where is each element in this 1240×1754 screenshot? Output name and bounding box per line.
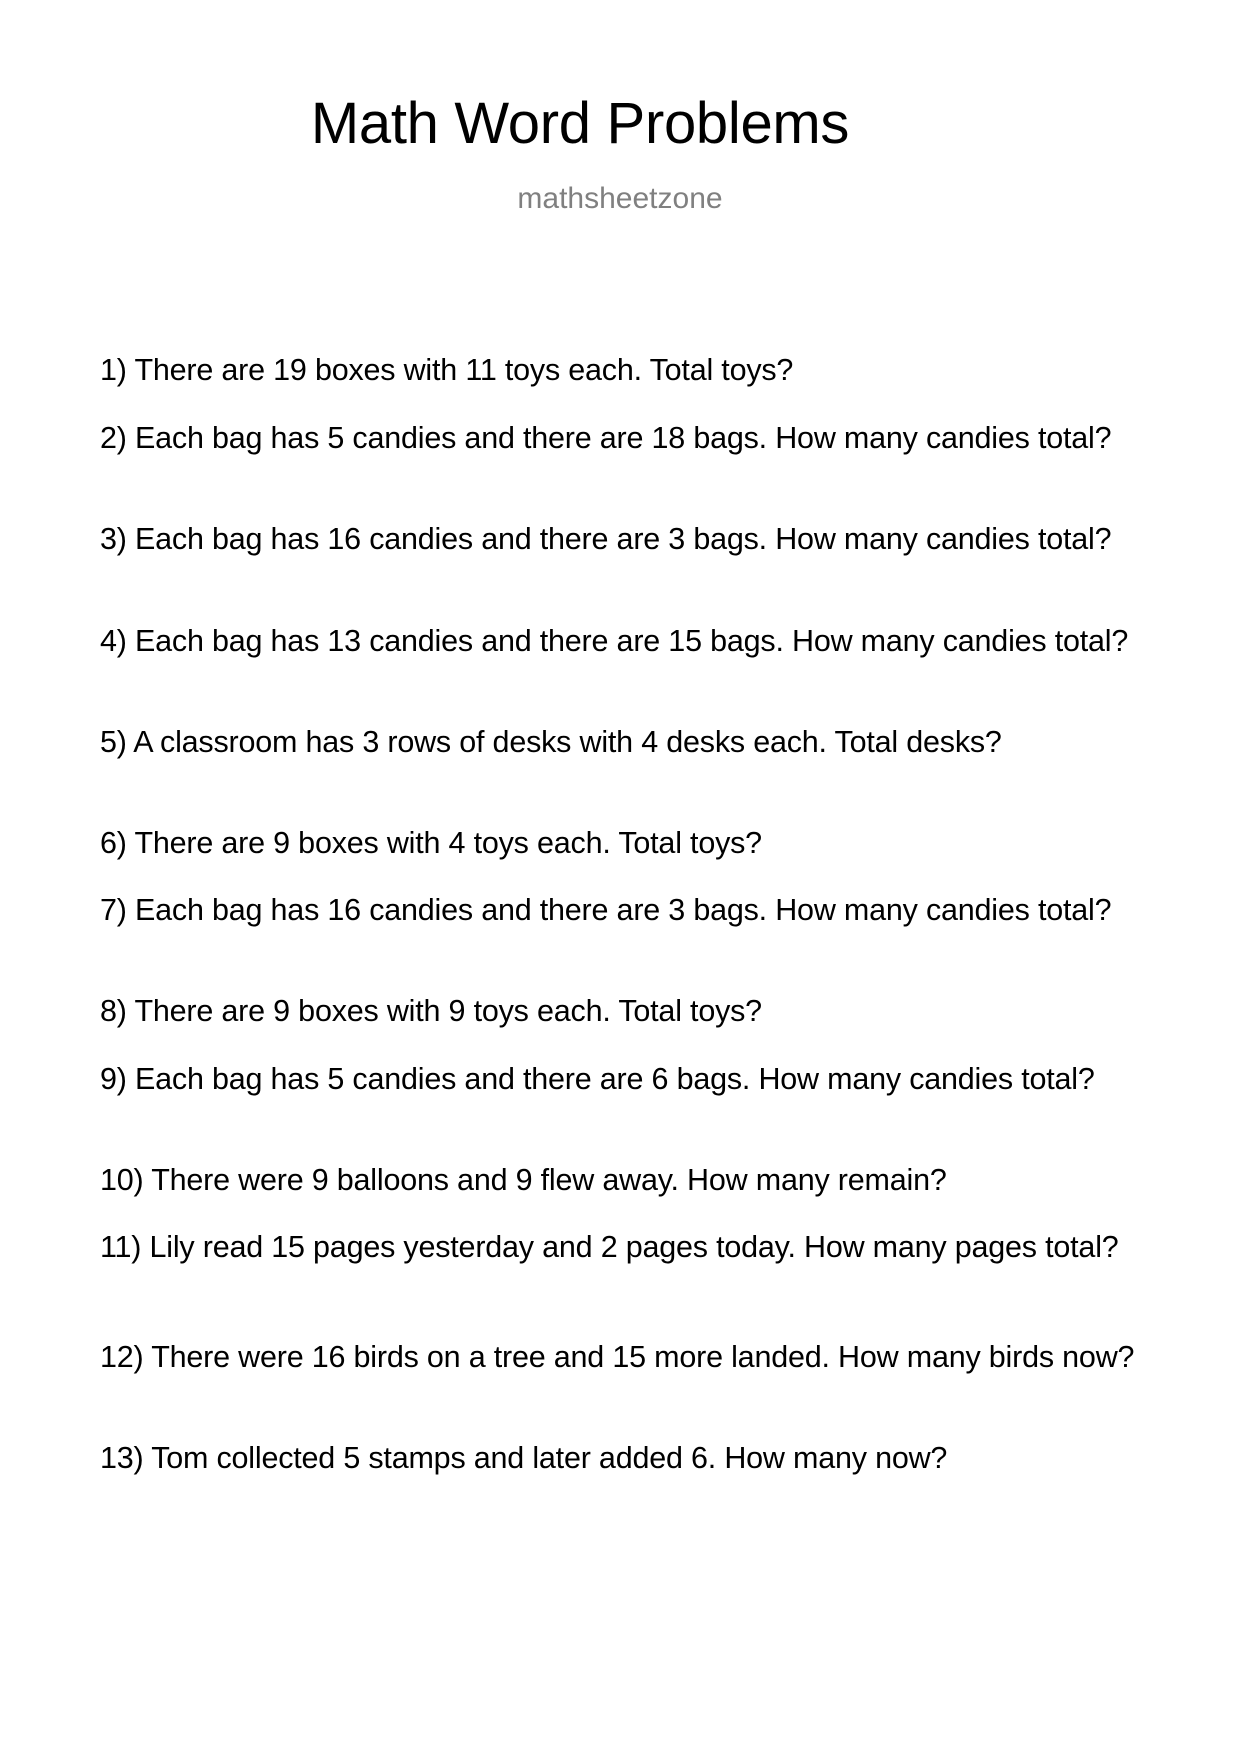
page-subtitle: mathsheetzone [517, 182, 723, 215]
problem-item: 4) Each bag has 13 candies and there are 15 bags. How many candies total? [100, 624, 1129, 658]
problem-item: 13) Tom collected 5 stamps and later added 6. How many now? [100, 1441, 948, 1475]
problem-item: 10) There were 9 balloons and 9 flew away. How many remain? [100, 1163, 947, 1197]
problem-item: 1) There are 19 boxes with 11 toys each. Total toys? [100, 353, 794, 387]
problem-item: 6) There are 9 boxes with 4 toys each. Total toys? [100, 826, 762, 860]
problem-item: 11) Lily read 15 pages yesterday and 2 pages today. How many pages total? [100, 1230, 1119, 1264]
page-title: Math Word Problems [310, 91, 850, 156]
problem-item: 2) Each bag has 5 candies and there are 18 bags. How many candies total? [100, 421, 1112, 455]
problem-item: 12) There were 16 birds on a tree and 15 more landed. How many birds now? [100, 1340, 1135, 1374]
problem-item: 8) There are 9 boxes with 9 toys each. Total toys? [100, 994, 762, 1028]
problem-item: 7) Each bag has 16 candies and there are 3 bags. How many candies total? [100, 893, 1112, 927]
problem-item: 3) Each bag has 16 candies and there are 3 bags. How many candies total? [100, 522, 1112, 556]
problem-item: 5) A classroom has 3 rows of desks with 4 desks each. Total desks? [100, 725, 1002, 759]
problem-item: 9) Each bag has 5 candies and there are 6 bags. How many candies total? [100, 1062, 1095, 1096]
